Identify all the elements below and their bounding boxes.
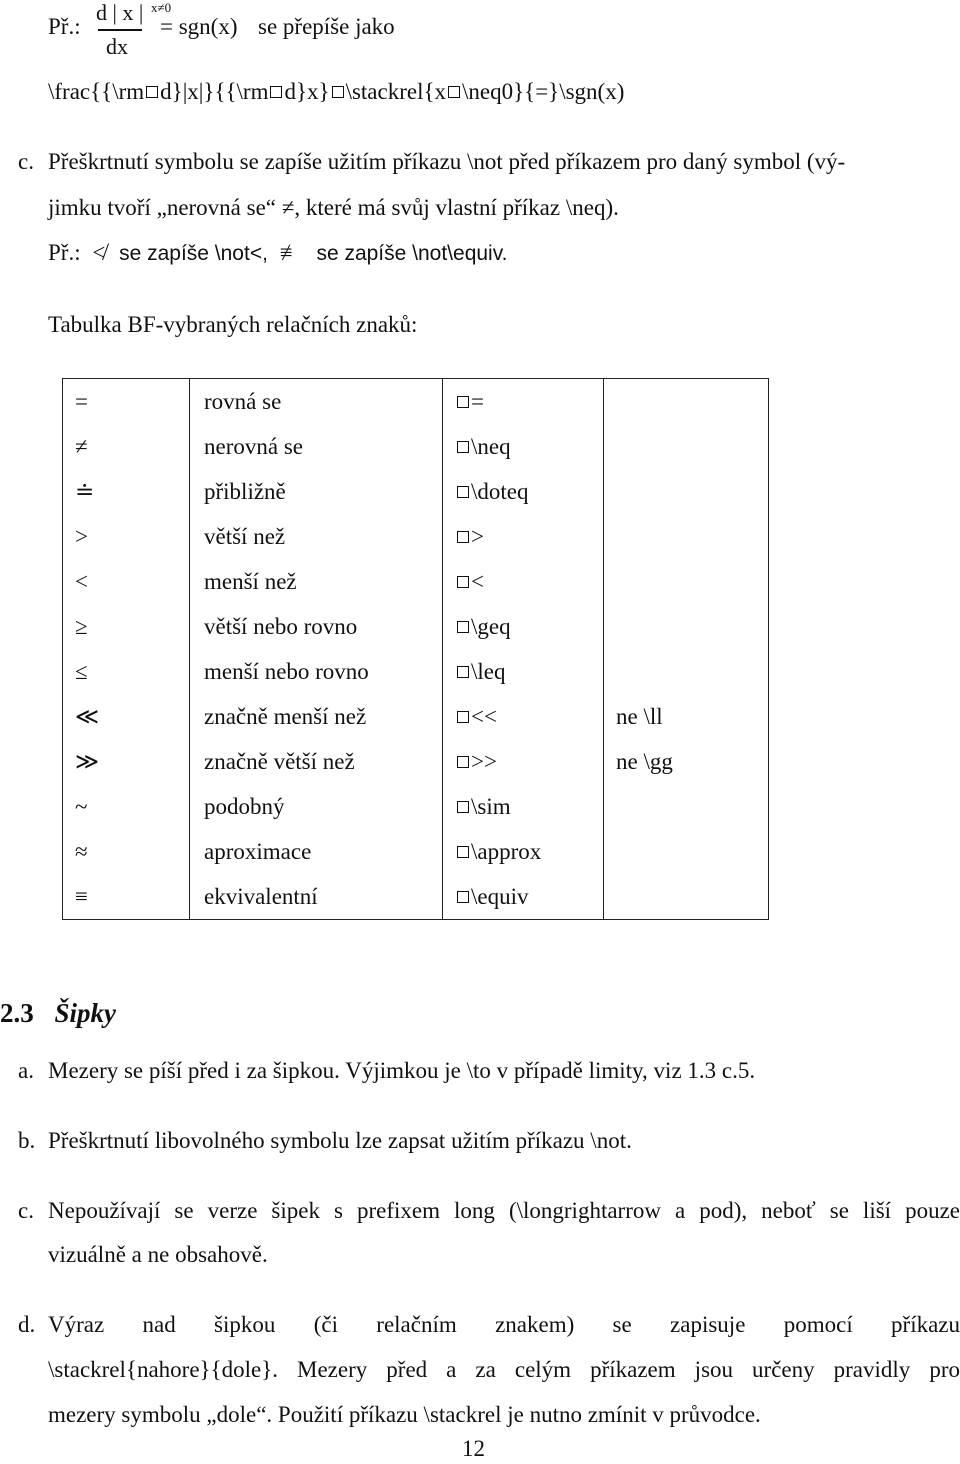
relation-symbol <box>63 604 190 649</box>
relation-name <box>190 694 443 739</box>
item-b-label: b. <box>18 1128 36 1153</box>
relation-name-text: aproximace <box>204 838 312 864</box>
relation-note <box>604 829 769 874</box>
space-marker <box>457 756 469 768</box>
relation-symbol <box>63 379 190 425</box>
relation-name-text: rovná se <box>204 388 282 414</box>
table-row <box>63 379 769 425</box>
relation-symbol-text: ≫ <box>75 748 100 774</box>
relation-code-text: \sim <box>471 793 511 819</box>
item-c-line2 <box>48 193 619 223</box>
item-c2-line2: vizuálně a ne obsahově. <box>48 1242 268 1267</box>
space-marker <box>448 86 460 98</box>
table-row <box>63 829 769 874</box>
relation-name <box>190 379 443 425</box>
relation-name <box>190 559 443 604</box>
formula-suffix: se přepíše jako <box>258 14 395 39</box>
relation-symbol-text: ≪ <box>75 703 100 729</box>
example-text-1: se zapíše \not<, <box>119 242 268 265</box>
relation-name-text: ekvivalentní <box>204 883 318 909</box>
item-a-text: Mezery se píší před i za šipkou. Výjimkou je \to v případě limity, viz 1.3 c.5. <box>48 1058 756 1083</box>
fraction-denominator: dx <box>106 34 128 59</box>
relation-code <box>443 379 604 425</box>
formula-rhs: = sgn(x) <box>160 14 238 39</box>
relation-symbol <box>63 514 190 559</box>
relation-name <box>190 739 443 784</box>
item-c2-line1: Nepoužívají se verze šipek s prefixem long (\longrightarrow a pod), neboť se liší pouze <box>48 1198 960 1223</box>
example-prefix: Př.: <box>48 240 81 265</box>
relation-name-text: větší než <box>204 523 286 549</box>
relation-code-text: = <box>471 388 484 414</box>
relation-code-text: < <box>471 568 484 594</box>
relation-name-text: větší nebo rovno <box>204 613 358 639</box>
table-row <box>63 424 769 469</box>
relation-code <box>443 694 604 739</box>
relation-symbol-text: ≥ <box>75 613 88 639</box>
section-title: Šipky <box>54 998 117 1028</box>
space-marker <box>146 86 158 98</box>
table-row <box>63 694 769 739</box>
code-part-2: d}|x|}{{\rm <box>160 79 269 104</box>
table-row <box>63 874 769 920</box>
relation-symbol <box>63 784 190 829</box>
relation-code <box>443 874 604 920</box>
table-row <box>63 559 769 604</box>
space-marker <box>457 576 469 588</box>
relation-symbol <box>63 829 190 874</box>
relations-table <box>62 378 769 920</box>
section-heading <box>0 998 116 1029</box>
code-part-3: d}x} <box>284 79 330 104</box>
relation-name-text: menší než <box>204 568 297 594</box>
latex-code-line <box>48 77 624 107</box>
item-c-line2-tail: , které má svůj vlastní příkaz \neq). <box>294 195 619 220</box>
relation-code-text: \neq <box>471 433 511 459</box>
relation-name <box>190 469 443 514</box>
space-marker <box>332 86 344 98</box>
relation-note <box>604 649 769 694</box>
relation-symbol-text: ≠ <box>75 433 88 459</box>
relation-symbol-text: ~ <box>75 793 88 819</box>
relation-symbol-text: ≐ <box>75 478 95 504</box>
relation-name <box>190 514 443 559</box>
relation-code-text: \doteq <box>471 478 529 504</box>
relation-name <box>190 604 443 649</box>
relation-name <box>190 829 443 874</box>
relation-code-text: \leq <box>471 658 506 684</box>
relation-note <box>604 514 769 559</box>
item-c-line2-text: jimku tvoří „nerovná se“ <box>48 195 277 220</box>
space-marker <box>457 891 469 903</box>
space-marker <box>457 531 469 543</box>
space-marker <box>457 711 469 723</box>
relation-symbol-text: ≤ <box>75 658 88 684</box>
item-b-text: Přeškrtnutí libovolného symbolu lze zapsat užitím příkazu \not. <box>48 1128 632 1153</box>
relation-note <box>604 874 769 920</box>
table-row <box>63 604 769 649</box>
space-marker <box>270 86 282 98</box>
example-text-2: se zapíše \not\equiv. <box>316 242 508 265</box>
relation-note <box>604 784 769 829</box>
relation-symbol <box>63 739 190 784</box>
relation-symbol-text: = <box>75 388 88 414</box>
relation-symbol-text: < <box>75 568 88 594</box>
relation-name <box>190 874 443 920</box>
relation-symbol <box>63 649 190 694</box>
space-marker <box>457 396 469 408</box>
relation-name-text: značně větší než <box>204 748 355 774</box>
relation-code-text: > <box>471 523 484 549</box>
page-number: 12 <box>462 1436 485 1461</box>
code-part-4: \stackrel{x <box>345 79 447 104</box>
relation-note <box>604 694 769 739</box>
relation-name-text: značně menší než <box>204 703 367 729</box>
relation-note <box>604 739 769 784</box>
fraction-d-abs-x-dx <box>96 0 148 70</box>
table-row <box>63 514 769 559</box>
space-marker <box>457 621 469 633</box>
item-a-label: a. <box>18 1058 34 1083</box>
relation-code <box>443 469 604 514</box>
item-d-line1: Výraz nad šipkou (či relačním znakem) se zapisuje pomocí příkazu <box>48 1312 960 1337</box>
item-c-label: c. <box>18 149 34 174</box>
relation-code-text: \geq <box>471 613 511 639</box>
space-marker <box>457 666 469 678</box>
relation-name <box>190 784 443 829</box>
relation-name <box>190 424 443 469</box>
relation-code <box>443 604 604 649</box>
relation-code <box>443 514 604 559</box>
relation-note <box>604 469 769 514</box>
space-marker <box>457 846 469 858</box>
relation-symbol <box>63 424 190 469</box>
limit-condition: x≠0 <box>151 0 172 15</box>
relation-note <box>604 559 769 604</box>
relation-note <box>604 604 769 649</box>
table-row <box>63 784 769 829</box>
relation-note-text: ne \ll <box>616 703 663 729</box>
relation-symbol-text: ≡ <box>75 883 88 909</box>
table-row <box>63 649 769 694</box>
section-number: 2.3 <box>0 998 34 1028</box>
code-part-1: \frac{{\rm <box>48 79 145 104</box>
item-d-label: d. <box>18 1312 36 1337</box>
relation-symbol-text: ≈ <box>75 838 88 864</box>
fraction-numerator: d | x | <box>96 0 144 25</box>
fraction-bar <box>98 29 142 31</box>
relation-code-text: \approx <box>471 838 542 864</box>
example-prefix: Př.: <box>48 14 81 39</box>
relation-note <box>604 379 769 425</box>
relation-symbol <box>63 874 190 920</box>
item-d-line2: \stackrel{nahore}{dole}. Mezery před a za celým příkazem jsou určeny pravidly pro <box>48 1357 960 1382</box>
item-d-line3: mezery symbolu „dole“. Použití příkazu \stackrel je nutno zmínit v průvodce. <box>48 1402 761 1427</box>
relation-code <box>443 649 604 694</box>
relation-code <box>443 424 604 469</box>
relation-name-text: menší nebo rovno <box>204 658 369 684</box>
item-c-line1: Přeškrtnutí symbolu se zapíše užitím příkazu \not před příkazem pro daný symbol (vý- <box>48 149 846 174</box>
relation-code <box>443 739 604 784</box>
space-marker <box>457 801 469 813</box>
relation-code-text: << <box>471 703 497 729</box>
relation-name-text: přibližně <box>204 478 286 504</box>
relation-symbol-text: > <box>75 523 88 549</box>
relation-note <box>604 424 769 469</box>
relation-symbol <box>63 559 190 604</box>
not-less-symbol: ≮ <box>92 240 106 265</box>
relation-symbol <box>63 469 190 514</box>
table-row <box>63 739 769 784</box>
relation-note-text: ne \gg <box>616 748 673 774</box>
relation-code <box>443 559 604 604</box>
space-marker <box>457 441 469 453</box>
item-c-example <box>48 238 508 269</box>
table-caption: Tabulka BF-vybraných relačních znaků: <box>48 312 418 337</box>
relation-symbol <box>63 694 190 739</box>
space-marker <box>457 486 469 498</box>
table-row <box>63 469 769 514</box>
relation-code <box>443 784 604 829</box>
item-c2-label: c. <box>18 1198 34 1223</box>
not-equiv-symbol: ≢ <box>279 240 303 265</box>
relation-name <box>190 649 443 694</box>
not-equal-symbol: ≠ <box>281 195 295 220</box>
relation-code-text: \equiv <box>471 883 529 909</box>
relation-name-text: podobný <box>204 793 285 819</box>
relation-code-text: >> <box>471 748 497 774</box>
relation-name-text: nerovná se <box>204 433 303 459</box>
code-part-5: \neq0}{=}\sgn(x) <box>462 79 625 104</box>
relation-code <box>443 829 604 874</box>
